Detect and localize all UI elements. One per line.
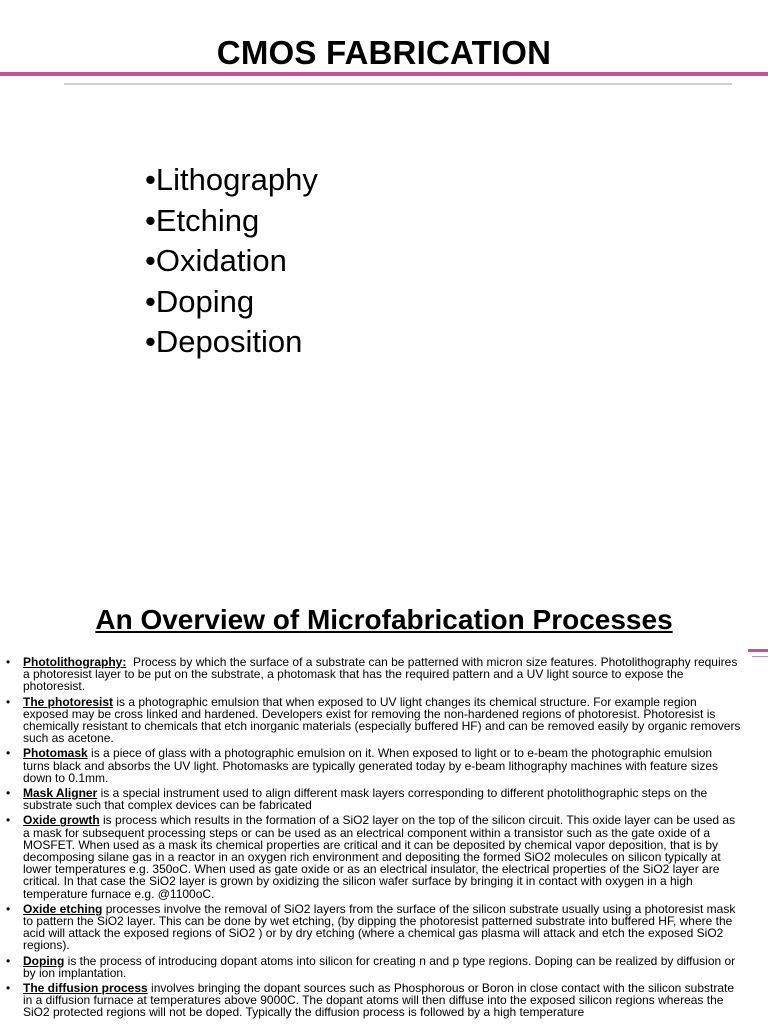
definition-term: Mask Aligner <box>23 786 98 801</box>
topic-item: •Deposition <box>145 324 303 359</box>
title-underline-rule <box>0 72 768 76</box>
definition-item: • The diffusion process involves bringing the dopant sources such as Phosphorous or Boron in close contact with the silicon substrate in a diffusion furnace at temperatures above 9000C. The dopant atoms will then diffuse into the exposed silicon regions whereas the SiO2 protected regions will not be doped. Typically the diffusion process is followed by a high temperature <box>6 981 735 1020</box>
definition-item: • Photomask is a piece of glass with a photographic emulsion on it. When exposed to light or to e-beam the photographic emulsion turns black and absorbs the UV light. Photomasks are typically generated today by e-beam lithography machines with feature sizes down to 0.1mm. <box>6 746 719 785</box>
title-underline-shadow <box>64 83 732 85</box>
definition-term: The photoresist <box>23 694 114 709</box>
topic-list <box>145 160 318 363</box>
topic-item: •Lithography <box>145 162 318 197</box>
definition-item: • The photoresist is a photographic emulsion that when exposed to UV light changes its chemical structure. For example region exposed may be cross linked and hardened. Developers exist for removing the non-hardened regions of photoresist. Photoresist is chemically resistant to chemicals that etch inorganic materials (especially buffered HF) and can be removed easily by organic removers such as acetone. <box>6 694 741 746</box>
overview-title: An Overview of Microfabrication Processes <box>95 604 673 635</box>
slide-title: CMOS FABRICATION <box>216 34 552 71</box>
definition-text: is a photographic emulsion that when exposed to UV light changes its chemical structure. For example region exposed may be cross linked and hardened. Developers exist for removing the non-hardened regions of photoresist. Photoresist is chemically resistant to chemicals that etch inorganic materials (especially buffered HF) and can be removed easily by organic removers such as acetone. <box>23 694 741 746</box>
definition-term: Photomask <box>23 746 88 761</box>
definition-term: Oxide growth <box>23 813 100 828</box>
definition-term: Oxide etching <box>23 901 103 916</box>
definition-item: • Oxide growth is process which results in the formation of a SiO2 layer on the top of the silicon circuit. This oxide layer can be used as a mask for subsequent processing steps or can be used as an electrical component within a transistor such as the gate oxide of a MOSFET. When used as a mask its chemical properties are critical and it can be deposited by chemical vapor deposition, that is by decomposing silane gas in a reactor in an oxygen rich environment and depositing the formed SiO2 molecules on silicon typically at lower temperatures e.g. 350oC. When used as gate oxide or as an electrical insulator, the electrical properties of the SiO2 layer are critical. In that case the SiO2 layer is grown by oxidizing the silicon wafer surface by bringing it in contact with oxygen in a high temperature furnace e.g. @1100oC. <box>6 813 736 901</box>
side-accent-rule-thin <box>752 656 768 657</box>
definition-text: processes involve the removal of SiO2 layers from the surface of the silicon substrate usually using a photoresist mask to pattern the SiO2 layer. This can be done by wet etching, (by dipping the photoresist patterned substrate into buffered HF, where the acid will attack the exposed regions of SiO2 ) or by dry etching (where a chemical gas plasma will attack and etch the exposed SiO2 regions). <box>23 901 736 953</box>
definition-text: is the process of introducing dopant atoms into silicon for creating n and p type regions. Doping can be realized by diffusion or by ion implantation. <box>23 953 736 980</box>
definition-item: • Doping is the process of introducing dopant atoms into silicon for creating n and p type regions. Doping can be realized by diffusion or by ion implantation. <box>6 953 736 980</box>
definition-list <box>6 656 742 1022</box>
definition-term: The diffusion process <box>23 981 148 996</box>
definition-item: • Photolithography: Process by which the surface of a substrate can be patterned with micron size features. Photolithography requires a photoresist layer to be put on the substrate, a photomask that has the required pattern and a UV light source to expose the photoresist. <box>6 655 738 694</box>
side-accent-rule <box>748 649 768 652</box>
definition-term: Photolithography: <box>23 655 127 669</box>
topic-item: •Doping <box>145 283 255 319</box>
topic-item: •Etching <box>145 202 260 238</box>
topic-item: •Oxidation <box>145 243 287 278</box>
definition-text: is a piece of glass with a photographic emulsion on it. When exposed to light or to e-beam the photographic emulsion turns black and absorbs the UV light. Photomasks are typically generated today by e-beam lithography machines with feature sizes down to 0.1mm. <box>23 746 719 785</box>
definition-text: involves bringing the dopant sources such as Phosphorous or Boron in close contact with the silicon substrate in a diffusion furnace at temperatures above 9000C. The dopant atoms will then diffuse into the exposed silicon regions whereas the SiO2 protected regions will not be doped. Typically the diffusion process is followed by a high temperature <box>23 981 735 1020</box>
definition-text: Process by which the surface of a substrate can be patterned with micron size features. Photolithography requires a photoresist layer to be put on the substrate, a photomask that has the required pattern and a UV light source to expose the photoresist. <box>23 655 738 694</box>
definition-item: • Oxide etching processes involve the removal of SiO2 layers from the surface of the silicon substrate usually using a photoresist mask to pattern the SiO2 layer. This can be done by wet etching, (by dipping the photoresist patterned substrate into buffered HF, where the acid will attack the exposed regions of SiO2 ) or by dry etching (where a chemical gas plasma will attack and etch the exposed SiO2 regions). <box>6 901 736 953</box>
definition-item: • Mask Aligner is a special instrument used to align different mask layers corresponding to different photolithographic steps on the substrate such that complex devices can be fabricated <box>6 786 708 813</box>
definition-text: is process which results in the formation of a SiO2 layer on the top of the silicon circuit. This oxide layer can be used as a mask for subsequent processing steps or can be used as an electrical component within a transistor such as the gate oxide of a MOSFET. When used as a mask its chemical properties are critical and it can be deposited by chemical vapor deposition, that is by decomposing silane gas in a reactor in an oxygen rich environment and depositing the formed SiO2 molecules on silicon typically at lower temperatures e.g. 350oC. When used as gate oxide or as an electrical insulator, the electrical properties of the SiO2 layer are critical. In that case the SiO2 layer is grown by oxidizing the silicon wafer surface by bringing it in contact with oxygen in a high temperature furnace e.g. @1100oC. <box>23 813 736 901</box>
definition-text: is a special instrument used to align different mask layers corresponding to different photolithographic steps on the substrate such that complex devices can be fabricated <box>23 786 708 813</box>
definition-term: Doping <box>23 953 65 968</box>
